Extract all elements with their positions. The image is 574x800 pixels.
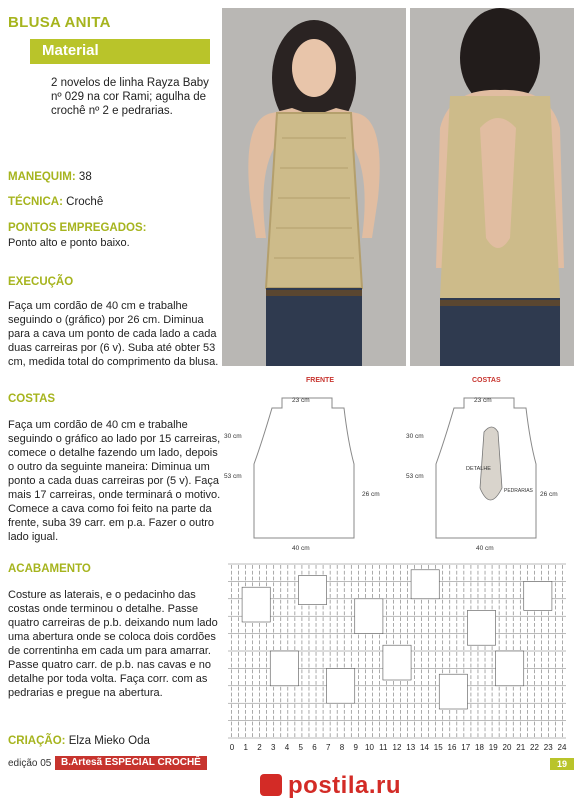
front-bottom-measure: 40 cm (292, 545, 310, 552)
pedrarias-label: PEDRARIAS (504, 488, 533, 494)
manequim-line (8, 171, 92, 183)
chart-number: 4 (284, 743, 290, 752)
front-photo (222, 8, 406, 366)
edition-label: edição 05 (8, 758, 52, 769)
chart-number: 13 (406, 743, 416, 752)
front-side-measure: 26 cm (362, 491, 380, 498)
manequim-value: 38 (78, 171, 92, 183)
chart-number: 21 (516, 743, 526, 752)
brand-bar: B.Artesã ESPECIAL CROCHÊ (55, 756, 207, 770)
chart-number: 14 (420, 743, 429, 752)
chart-number: 12 (392, 743, 402, 752)
criacao-label: CRIAÇÃO: (8, 735, 66, 747)
material-text: 2 novelos de linha Rayza Baby nº 029 na cor Rami; agulha de crochê nº 2 e pedrarias. (51, 77, 209, 117)
chart-number: 8 (339, 743, 345, 752)
chart-number: 19 (488, 743, 498, 752)
back-cava-measure: 30 cm (406, 433, 424, 440)
chart-number: 5 (298, 743, 303, 752)
chart-number: 1 (243, 743, 248, 752)
criacao-line (8, 735, 150, 747)
chart-number: 24 (557, 743, 567, 752)
back-photo (410, 8, 574, 366)
costas-diagram-label: COSTAS (472, 377, 501, 384)
front-total-measure: 53 cm (224, 473, 242, 480)
watermark-text: postila.ru (288, 772, 402, 799)
back-side-measure: 26 cm (540, 491, 558, 498)
chart-number: 2 (257, 743, 262, 752)
watermark (260, 772, 401, 800)
chart-number: 16 (447, 743, 457, 752)
frente-label: FRENTE (306, 377, 334, 384)
front-cava-measure: 30 cm (224, 433, 242, 440)
chart-number: 9 (353, 743, 358, 752)
chart-grid (228, 564, 566, 738)
acabamento-text: Costure as laterais, e o pedacinho das costas onde terminou o detalhe. Passe quatro carreiras de p.b. deixando num lado uma abertura onde se coloca dois cordões de correntinha em cada um para amarrar. Passe quatro carr. de p.b. nas cavas e no detalhe por toda volta. Faça corr. com as pedrarias e pregue na abertura. (8, 589, 218, 699)
execucao-label: EXECUÇÃO (8, 276, 74, 288)
front-top-measure: 23 cm (292, 397, 310, 404)
chart-number: 7 (326, 743, 331, 752)
chart-number: 18 (475, 743, 484, 752)
acabamento-label: ACABAMENTO (8, 563, 91, 575)
chart-number: 20 (502, 743, 512, 752)
chart-number: 17 (461, 743, 471, 752)
execucao-text: Faça um cordão de 40 cm e trabalhe seguindo o (gráfico) por 26 cm. Diminua para a cava um ponto de cada lado a cada duas carreiras por (6 v). Suba até obter 53 cm, medida total do comprimento da blusa. (8, 300, 219, 368)
material-header (30, 39, 210, 64)
tecnica-value: Crochê (66, 196, 104, 208)
costas-label: COSTAS (8, 393, 56, 405)
tecnica-line (8, 196, 103, 208)
chart-number: 0 (229, 743, 235, 752)
page-title: BLUSA ANITA (8, 14, 111, 31)
criacao-value: Elza Mieko Oda (68, 735, 150, 747)
back-top-measure: 23 cm (474, 397, 492, 404)
pontos-text: Ponto alto e ponto baixo. (8, 237, 130, 249)
chart-number: 11 (379, 743, 388, 752)
chart-number: 10 (365, 743, 374, 752)
garment-schematic (222, 372, 574, 558)
page-number: 19 (550, 758, 574, 770)
back-bottom-measure: 40 cm (476, 545, 494, 552)
material-label: Material (42, 42, 99, 59)
back-total-measure: 53 cm (406, 473, 424, 480)
costas-text: Faça um cordão de 40 cm e trabalhe seguindo o gráfico ao lado por 15 carreiras, comece o detalhe fazendo um lado, depois o outro da seguinte maneira: Diminua um ponto a cada duas carreiras por (5 v). Faça mais 17 carreiras, onde terminará o motivo. Comece a cava como foi feito na parte da frente, suba 39 carr. em p.a. Fazer o outro lado igual. (8, 419, 221, 543)
pin-icon (260, 774, 282, 796)
crochet-chart (222, 560, 574, 756)
manequim-label: MANEQUIM: (8, 171, 76, 183)
detalhe-label: DETALHE (466, 466, 491, 472)
tecnica-label: TÉCNICA: (8, 196, 63, 208)
chart-number: 6 (312, 743, 317, 752)
chart-number: 3 (271, 743, 276, 752)
chart-number: 23 (543, 743, 553, 752)
chart-number: 15 (433, 743, 443, 752)
pontos-label: PONTOS EMPREGADOS: (8, 222, 147, 234)
chart-number: 22 (530, 743, 539, 752)
